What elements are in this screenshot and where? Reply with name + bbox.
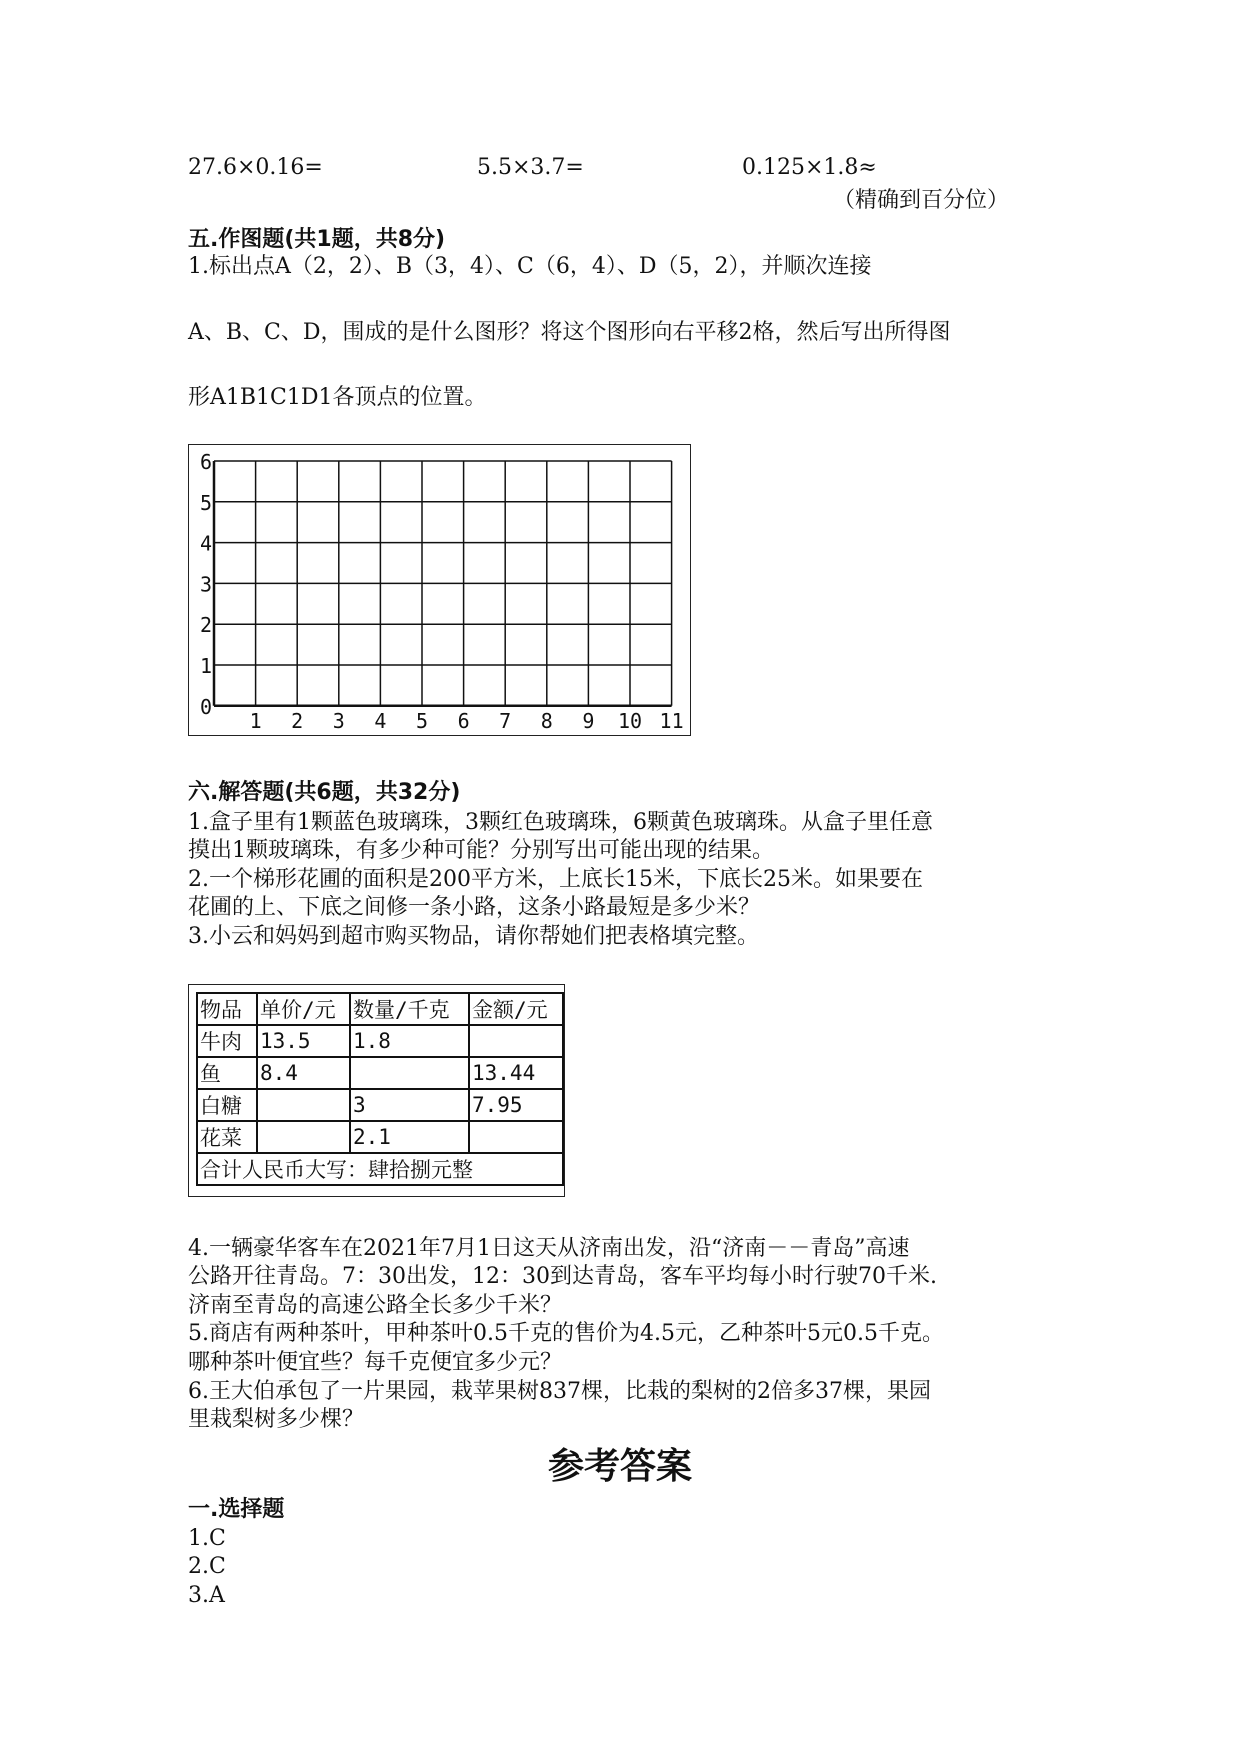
section6-q4-line3: 济南至青岛的高速公路全长多少千米？: [188, 1293, 563, 1318]
answer-item: 2.C: [188, 1554, 226, 1579]
y-tick-label: 5: [199, 490, 213, 515]
y-tick-label: 3: [199, 572, 213, 597]
table-cell: [257, 1121, 350, 1153]
x-tick-label: 4: [374, 708, 387, 733]
section6-q6-line2: 里栽梨树多少棵？: [188, 1407, 365, 1432]
x-tick-label: 5: [415, 708, 429, 733]
table-cell: 8.4: [257, 1057, 350, 1089]
x-tick-label: 6: [457, 708, 470, 733]
table-cell: 3: [350, 1089, 469, 1121]
table-row: [197, 1025, 563, 1057]
section6-q4-line2: 公路开往青岛。7：30出发，12：30到达青岛，客车平均每小时行驶70千米.: [188, 1264, 937, 1289]
answer-item: 1.C: [188, 1526, 226, 1551]
section6-q2-line2: 花圃的上、下底之间修一条小路，这条小路最短是多少米？: [188, 895, 761, 920]
table-header: 数量/千克: [350, 993, 469, 1025]
table-row: [197, 1121, 563, 1153]
table-header: 物品: [197, 993, 257, 1025]
calc-item-1: 27.6×0.16=: [188, 155, 323, 180]
table-cell: 鱼: [197, 1057, 257, 1089]
table-cell: 2.1: [350, 1121, 469, 1153]
table-cell: 13.5: [257, 1025, 350, 1057]
section6-q5-line1: 5.商店有两种茶叶，甲种茶叶0.5千克的售价为4.5元，乙种茶叶5元0.5千克。: [188, 1321, 944, 1346]
table-total: 合计人民币大写：肆拾捌元整: [197, 1153, 563, 1185]
section6-q6-line1: 6.王大伯承包了一片果园，栽苹果树837棵，比栽的梨树的2倍多37棵，果园: [188, 1379, 931, 1404]
table-header: 金额/元: [469, 993, 563, 1025]
section6-q1-line2: 摸出1颗玻璃珠，有多少种可能？分别写出可能出现的结果。: [188, 838, 774, 863]
x-tick-label: 3: [332, 708, 345, 733]
y-tick-label: 1: [199, 654, 213, 678]
calc-note: （精确到百分位）: [833, 188, 1010, 213]
table-cell: [469, 1121, 563, 1153]
table-cell: [469, 1025, 563, 1057]
table-cell: 牛肉: [197, 1025, 257, 1057]
x-tick-label: 10: [617, 708, 643, 733]
section5-line-1: 1.标出点A（2，2）、B（3，4）、C（6，4）、D（5，2），并顺次连接: [188, 254, 872, 279]
table-header-row: [197, 993, 563, 1025]
table-cell: 1.8: [350, 1025, 469, 1057]
table-row: [197, 1089, 563, 1121]
table-header: 单价/元: [257, 993, 350, 1025]
y-tick-label: 6: [199, 450, 213, 474]
section6-heading: 六.解答题(共6题，共32分): [188, 780, 461, 805]
x-tick-label: 1: [249, 708, 262, 733]
answers-heading: 一.选择题: [188, 1497, 285, 1522]
table-cell: 7.95: [469, 1089, 563, 1121]
table-row: [197, 1057, 563, 1089]
section5-line-3: 形A1B1C1D1各顶点的位置。: [188, 385, 487, 410]
y-tick-label: 2: [199, 613, 213, 638]
calc-item-2: 5.5×3.7=: [477, 155, 584, 180]
section6-q1-line1: 1.盒子里有1颗蓝色玻璃珠，3颗红色玻璃珠，6颗黄色玻璃珠。从盒子里任意: [188, 810, 933, 835]
x-tick-label: 2: [291, 708, 304, 733]
x-tick-label: 7: [499, 708, 512, 733]
section6-q5-line2: 哪种茶叶便宜些？每千克便宜多少元？: [188, 1350, 563, 1375]
grid-svg: [189, 445, 689, 734]
y-tick-label: 4: [199, 531, 213, 556]
section5-line-2: A、B、C、D，围成的是什么图形？将这个图形向右平移2格，然后写出所得图: [188, 320, 951, 345]
x-tick-label: 9: [582, 708, 595, 733]
shopping-table: [196, 992, 564, 1186]
x-tick-label: 11: [659, 708, 684, 733]
y-tick-label: 0: [199, 694, 213, 719]
section6-q2-line1: 2.一个梯形花圃的面积是200平方米，上底长15米，下底长25米。如果要在: [188, 867, 923, 892]
coordinate-grid: [188, 444, 691, 736]
table-cell: 白糖: [197, 1089, 257, 1121]
section6-q4-line1: 4.一辆豪华客车在2021年7月1日这天从济南出发，沿“济南－－青岛”高速: [188, 1236, 910, 1261]
table-cell: 13.44: [469, 1057, 563, 1089]
section5-heading: 五.作图题(共1题，共8分): [188, 227, 446, 252]
x-tick-label: 8: [540, 708, 553, 733]
answer-item: 3.A: [188, 1583, 225, 1608]
table-cell: [350, 1057, 469, 1089]
table-cell: [257, 1089, 350, 1121]
calc-item-3: 0.125×1.8≈: [742, 155, 877, 180]
section6-q3-line1: 3.小云和妈妈到超市购买物品，请你帮她们把表格填完整。: [188, 924, 759, 949]
table-cell: 花菜: [197, 1121, 257, 1153]
shopping-table-frame: [188, 984, 565, 1197]
answers-title: 参考答案: [548, 1446, 693, 1487]
table-total-row: [197, 1153, 563, 1185]
